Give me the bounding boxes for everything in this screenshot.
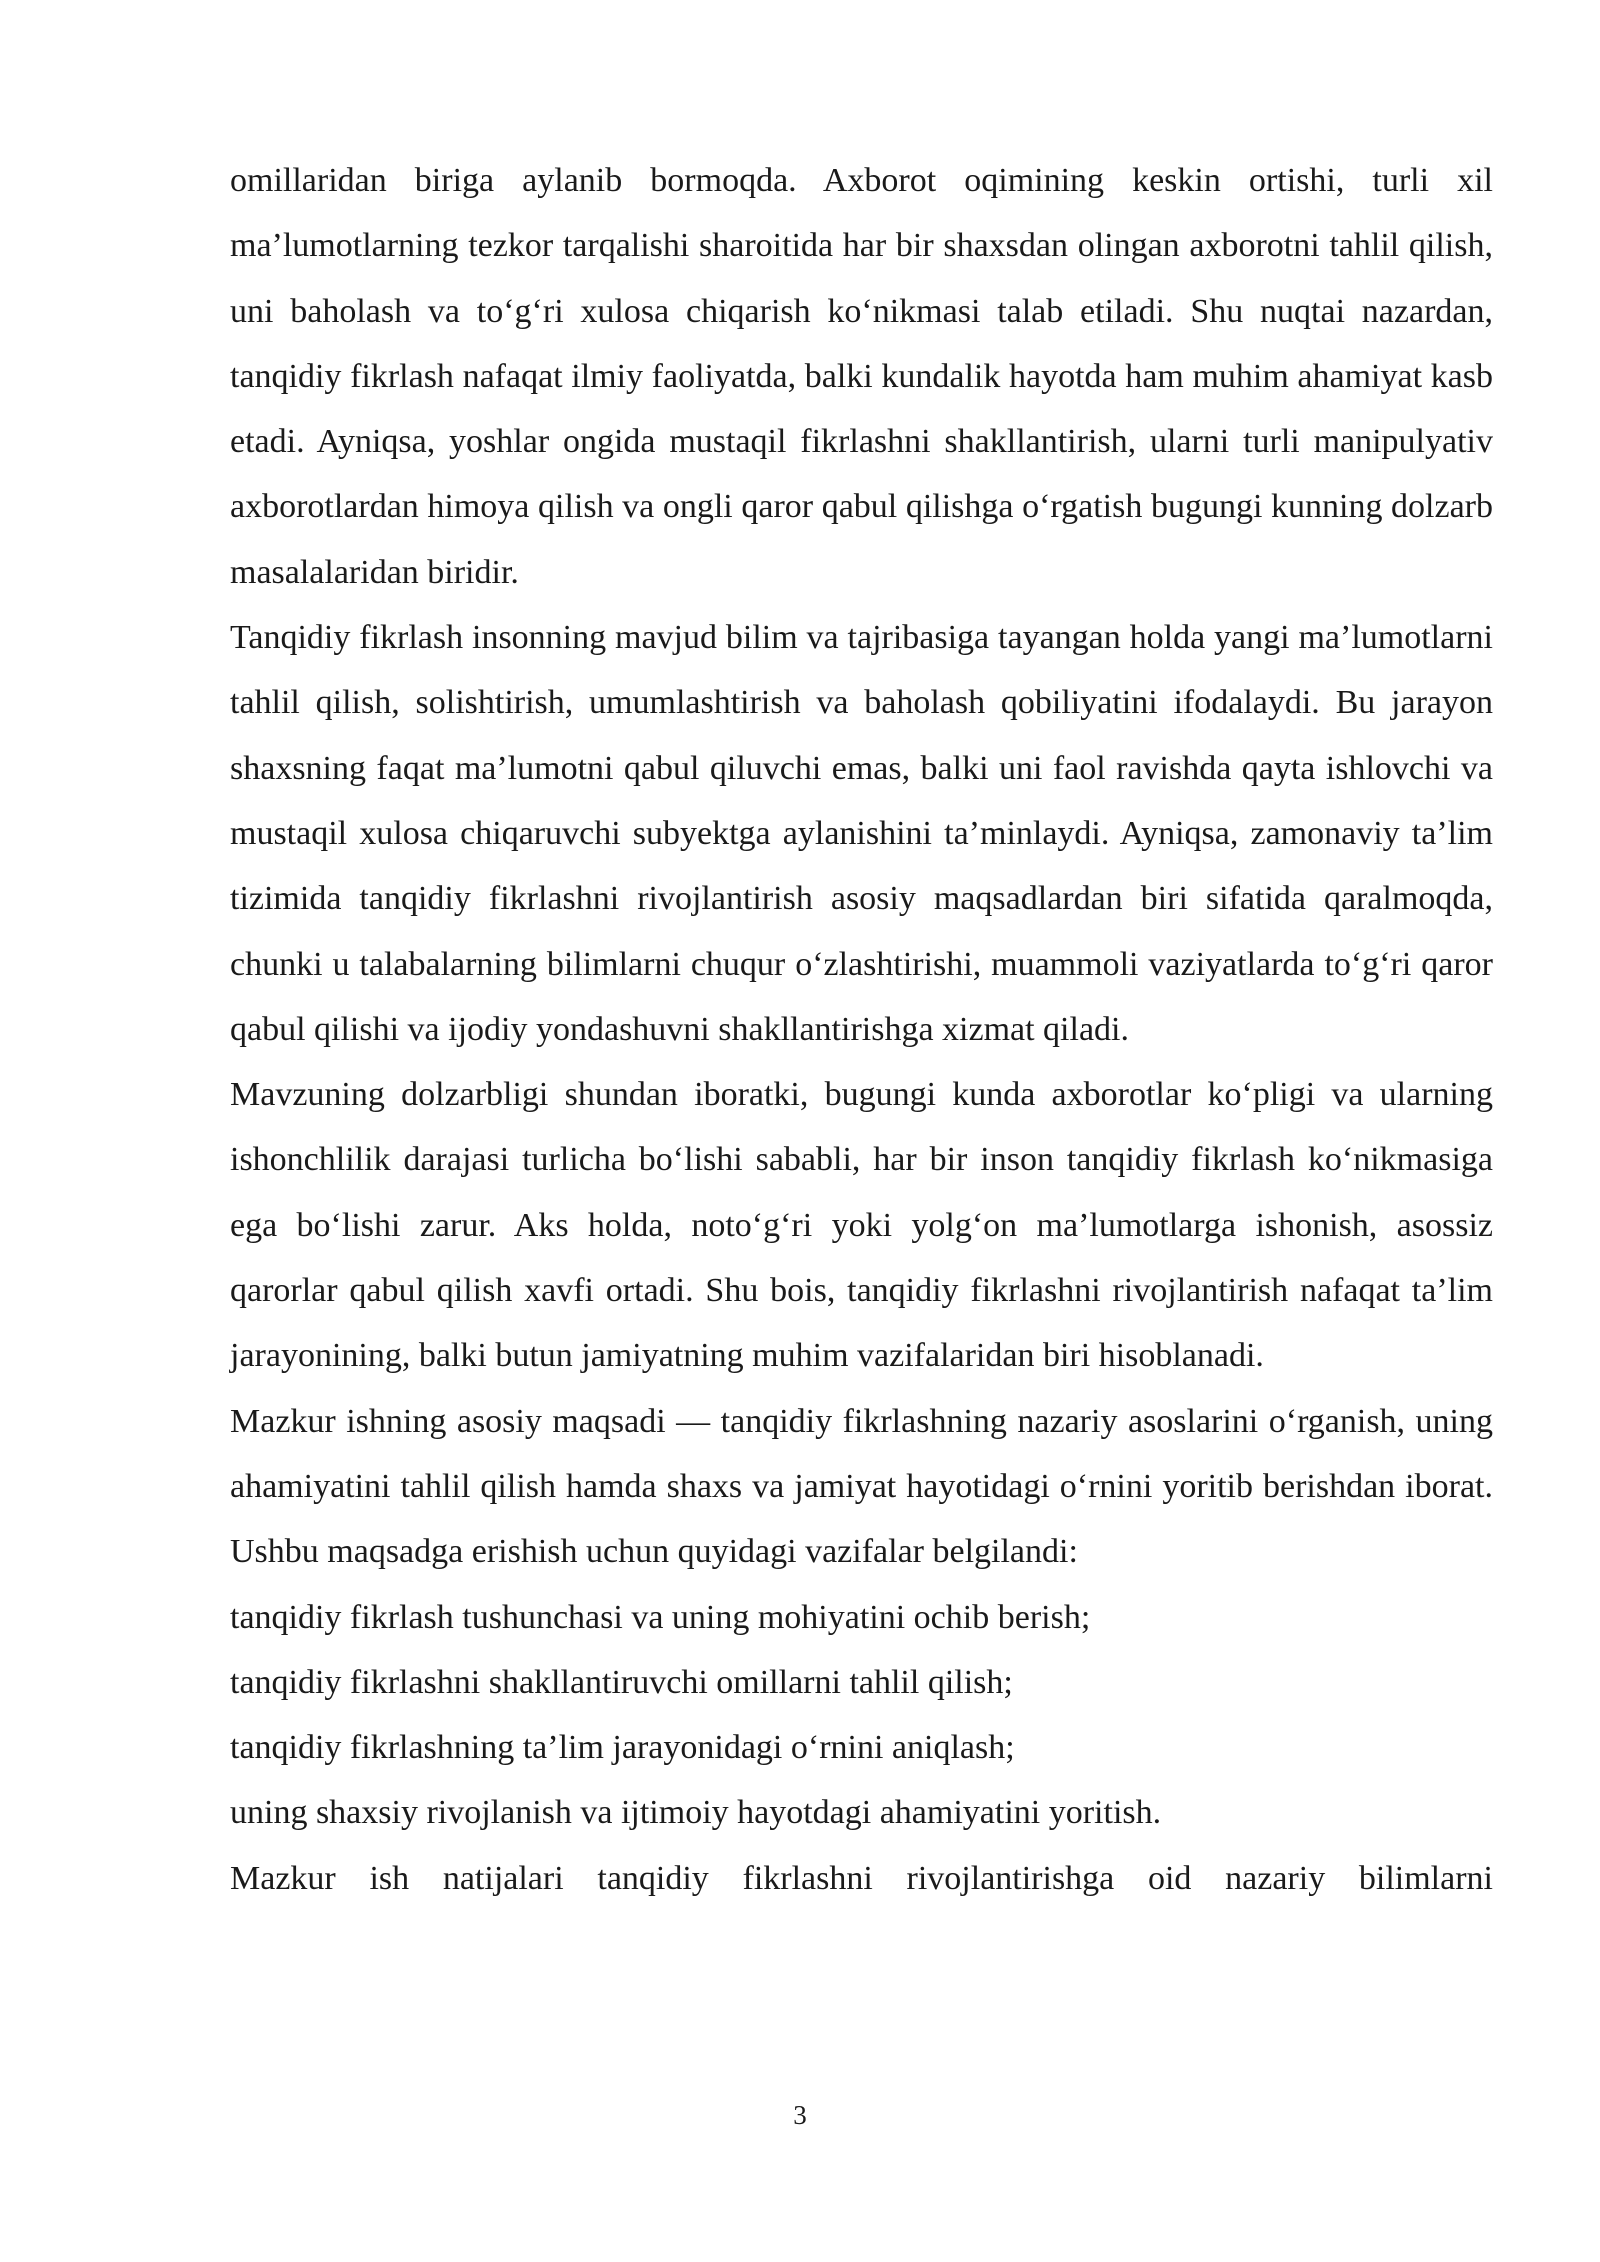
task-item-4: uning shaxsiy rivojlanish va ijtimoiy hayotdagi ahamiyatini yoritish. xyxy=(230,1794,1162,1832)
paragraph-goal: Mazkur ishning asosiy maqsadi — tanqidiy fikrlashning nazariy asoslarini o‘rganish, uning ahamiyatini tahlil qilish hamda shaxs va jamiyat hayotidagi o‘rnini yoritib berishdan iborat. Ushbu maqsadga erishish uchun quyidagi vazifalar belgilandi: xyxy=(230,1402,1493,1571)
paragraph-definition: Tanqidiy fikrlash insonning mavjud bilim va tajribasiga tayangan holda yangi ma’lumotlarni tahlil qilish, solishtirish, umumlashtirish va baholash qobiliyatini ifodalaydi. Bu jarayon shaxsning faqat ma’lumotni qabul qiluvchi emas, balki uni faol ravishda qayta ishlovchi va mustaqil xulosa chiqaruvchi subyektga aylanishini ta’minlaydi. Ayniqsa, zamonaviy ta’lim tizimida tanqidiy fikrlashni rivojlantirish asosiy maqsadlardan biri sifatida qaralmoqda, chunki u talabalarning bilimlarni chuqur o‘zlashtirishi, muammoli vaziyatlarda to‘g‘ri qaror qabul qilishi va ijodiy yondashuvni shakllantirishga xizmat qiladi. xyxy=(230,619,1493,1048)
paragraph-closing: Mazkur ish natijalari tanqidiy fikrlashni rivojlantirishga oid nazariy bilimlarni xyxy=(230,1859,1493,1897)
page-number: 3 xyxy=(793,2100,807,2130)
task-item-2: tanqidiy fikrlashni shakllantiruvchi omillarni tahlil qilish; xyxy=(230,1663,1013,1701)
paragraph-relevance: Mavzuning dolzarbligi shundan iboratki, bugungi kunda axborotlar ko‘pligi va ularning ishonchlilik darajasi turlicha bo‘lishi sababli, har bir inson tanqidiy fikrlash ko‘nikmasiga ega bo‘lishi zarur. Aks holda, noto‘g‘ri yoki yolg‘on ma’lumotlarga ishonish, asossiz qarorlar qabul qilish xavfi ortadi. Shu bois, tanqidiy fikrlashni rivojlantirish nafaqat ta’lim jarayonining, balki butun jamiyatning muhim vazifalaridan biri hisoblanadi. xyxy=(230,1076,1493,1375)
body-text xyxy=(230,148,1493,1911)
task-item-3: tanqidiy fikrlashning ta’lim jarayonidagi o‘rnini aniqlash; xyxy=(230,1729,1015,1767)
task-item-1: tanqidiy fikrlash tushunchasi va uning mohiyatini ochib berish; xyxy=(230,1598,1091,1636)
paragraph-intro: omillaridan biriga aylanib bormoqda. Axborot oqimining keskin ortishi, turli xil ma’lumotlarning tezkor tarqalishi sharoitida har bir shaxsdan olingan axborotni tahlil qilish, uni baholash va to‘g‘ri xulosa chiqarish ko‘nikmasi talab etiladi. Shu nuqtai nazardan, tanqidiy fikrlash nafaqat ilmiy faoliyatda, balki kundalik hayotda ham muhim ahamiyat kasb etadi. Ayniqsa, yoshlar ongida mustaqil fikrlashni shakllantirish, ularni turli manipulyativ axborotlardan himoya qilish va ongli qaror qabul qilishga o‘rgatish bugungi kunning dolzarb masalalaridan biridir. xyxy=(230,162,1493,591)
